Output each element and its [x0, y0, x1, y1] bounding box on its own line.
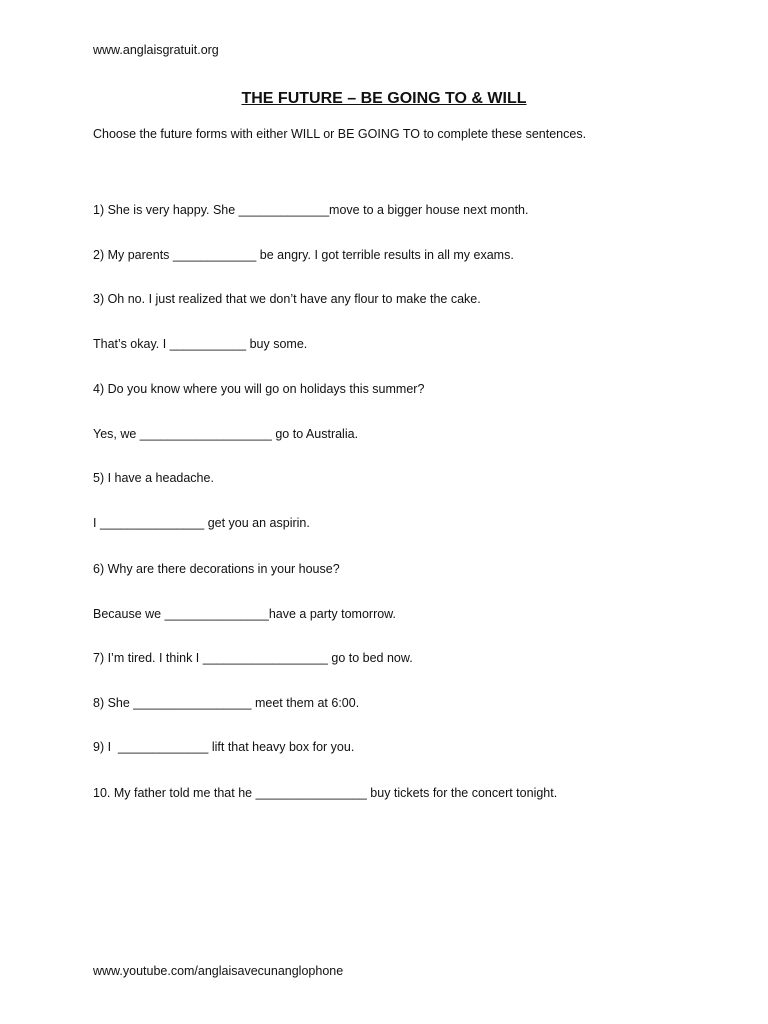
exercise-line-6: 6) Why are there decorations in your house? [93, 562, 340, 576]
exercise-line-5-answer: I _______________ get you an aspirin. [93, 516, 310, 530]
exercise-line-8: 8) She _________________ meet them at 6:00. [93, 696, 360, 710]
exercise-line-10: 10. My father told me that he ________________ buy tickets for the concert tonight. [93, 786, 558, 800]
exercise-line-4: 4) Do you know where you will go on holidays this summer? [93, 382, 425, 396]
footer-url: www.youtube.com/anglaisavecunanglophone [93, 964, 344, 978]
exercise-line-1: 1) She is very happy. She _____________move to a bigger house next month. [93, 203, 529, 217]
instructions: Choose the future forms with either WILL or BE GOING TO to complete these sentences. [93, 127, 587, 141]
exercise-line-2: 2) My parents ____________ be angry. I got terrible results in all my exams. [93, 248, 514, 262]
exercise-line-4-answer: Yes, we ___________________ go to Australia. [93, 427, 359, 441]
exercise-line-6-answer: Because we _______________have a party tomorrow. [93, 607, 396, 621]
exercise-line-3-answer: That’s okay. I ___________ buy some. [93, 337, 308, 351]
exercise-line-7: 7) I’m tired. I think I __________________ go to bed now. [93, 651, 413, 665]
exercise-line-5: 5) I have a headache. [93, 471, 214, 485]
page-title: THE FUTURE – BE GOING TO & WILL [241, 90, 527, 107]
exercise-line-3: 3) Oh no. I just realized that we don’t have any flour to make the cake. [93, 292, 481, 306]
header-url: www.anglaisgratuit.org [93, 43, 219, 57]
exercise-line-9: 9) I _____________ lift that heavy box for you. [93, 740, 355, 754]
